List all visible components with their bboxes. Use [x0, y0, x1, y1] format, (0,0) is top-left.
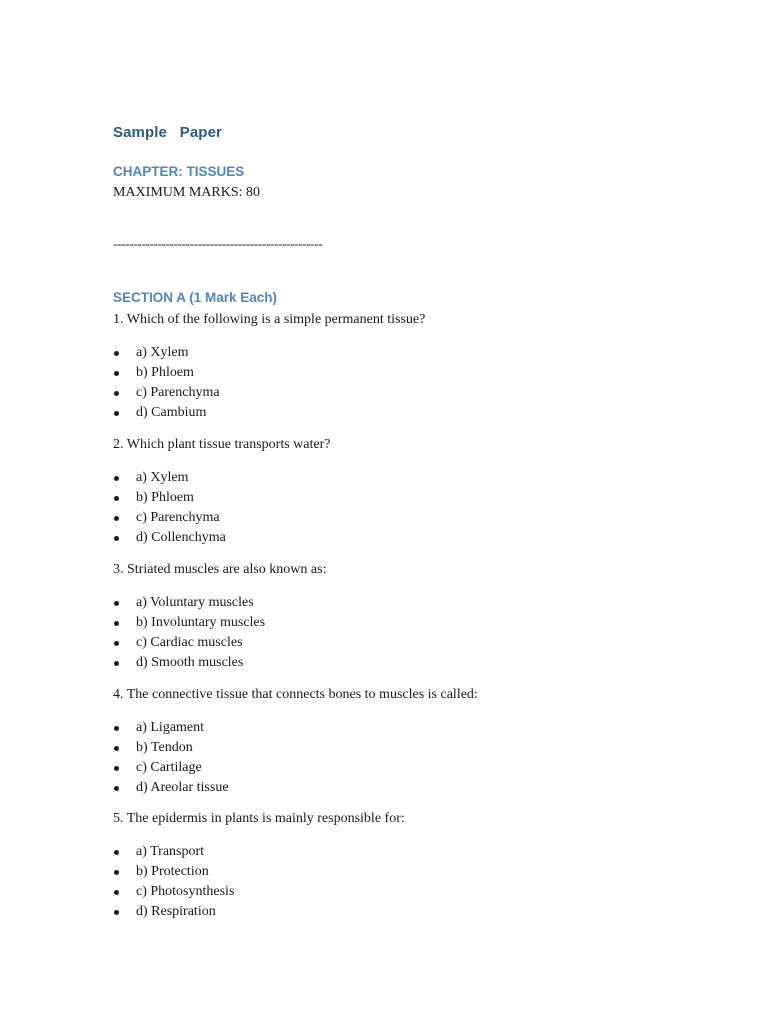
option-item: b) Phloem: [113, 488, 226, 508]
question-1: 1. Which of the following is a simple permanent tissue?: [113, 312, 426, 327]
option-item: c) Parenchyma: [113, 383, 220, 403]
question-3-options: [113, 593, 265, 673]
option-item: b) Involuntary muscles: [113, 613, 265, 633]
option-item: a) Voluntary muscles: [113, 593, 265, 613]
option-item: d) Areolar tissue: [113, 778, 229, 798]
option-item: b) Tendon: [113, 738, 229, 758]
option-item: c) Cardiac muscles: [113, 633, 265, 653]
divider-line: ----------------------------------------------------: [113, 236, 323, 251]
question-4: 4. The connective tissue that connects bones to muscles is called:: [113, 687, 478, 702]
question-1-options: [113, 343, 220, 423]
option-item: c) Parenchyma: [113, 508, 226, 528]
option-item: a) Transport: [113, 842, 234, 862]
question-2-options: [113, 468, 226, 548]
option-item: a) Xylem: [113, 468, 226, 488]
option-item: d) Smooth muscles: [113, 653, 265, 673]
question-3: 3. Striated muscles are also known as:: [113, 562, 327, 577]
question-5-options: [113, 842, 234, 922]
chapter-heading: CHAPTER: TISSUES: [113, 164, 245, 179]
max-marks: MAXIMUM MARKS: 80: [113, 185, 261, 200]
option-item: a) Ligament: [113, 718, 229, 738]
option-item: d) Cambium: [113, 403, 220, 423]
section-a-heading: SECTION A (1 Mark Each): [113, 290, 278, 305]
document-title: Sample Paper: [113, 124, 222, 141]
option-item: c) Photosynthesis: [113, 882, 234, 902]
question-2: 2. Which plant tissue transports water?: [113, 437, 331, 452]
option-item: c) Cartilage: [113, 758, 229, 778]
question-5: 5. The epidermis in plants is mainly responsible for:: [113, 811, 405, 826]
option-item: b) Phloem: [113, 363, 220, 383]
option-item: d) Respiration: [113, 902, 234, 922]
option-item: d) Collenchyma: [113, 528, 226, 548]
option-item: a) Xylem: [113, 343, 220, 363]
question-4-options: [113, 718, 229, 798]
option-item: b) Protection: [113, 862, 234, 882]
